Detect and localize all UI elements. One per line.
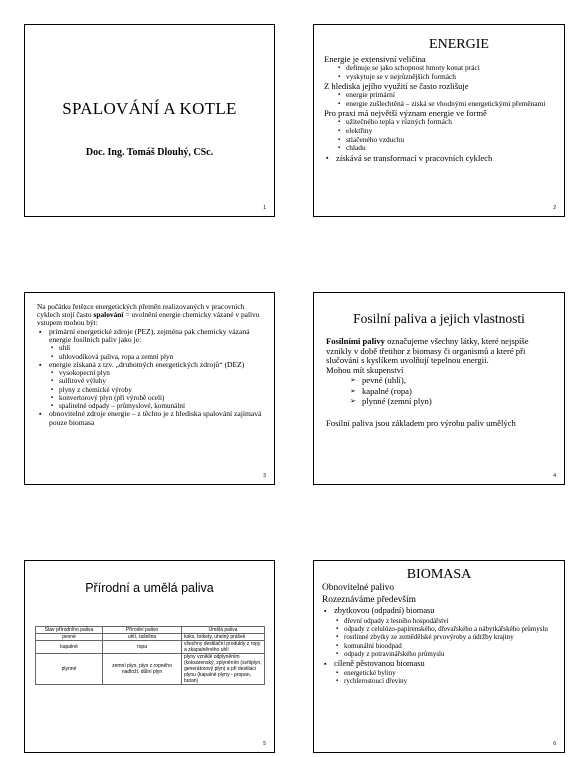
list-item: ▪ definuje se jako schopnost hmoty konat práci — [324, 64, 564, 73]
table-header-cell: Přírodní palivo — [103, 627, 182, 634]
table-cell: uhlí, rašelina — [103, 634, 182, 641]
list-item: ▪ cíleně pěstovanou biomasu — [322, 659, 564, 670]
page-number: 6 — [553, 741, 556, 747]
table-cell: všechny destilační produkty z ropy a zkapalněného uhlí — [182, 641, 265, 654]
slide-6-title: BIOMASA — [406, 567, 472, 582]
page-number: 3 — [263, 473, 266, 479]
list-item: ▪ primární energetické zdroje (PEZ), zejména pak chemicky vázaná energie fosilních paliv jako je: — [37, 328, 264, 345]
table-row — [36, 641, 265, 654]
list-item: ▪ zbytkovou (odpadní) biomasu — [322, 606, 564, 617]
table-header-cell: Umělá paliva — [182, 627, 265, 634]
list-item: ▪ získává se transformací v pracovních cyklech — [324, 153, 564, 163]
table-header-row — [36, 627, 265, 634]
slide-3-intro — [37, 303, 262, 328]
state-item: ➢ kapalné (ropa) — [326, 386, 552, 396]
slide-2 — [313, 24, 565, 217]
page-number: 1 — [263, 205, 266, 211]
slide-3 — [24, 292, 275, 485]
list-item: Obnovitelné palivo — [322, 583, 395, 593]
list-item: ▪ rostlinné zbytky ze zemědělské prvovýroby a údržby krajiny — [322, 633, 564, 641]
table-header-cell: Stav přírodního paliva — [36, 627, 103, 634]
slide-4-title: Fosilní paliva a jejich vlastnosti — [353, 311, 525, 326]
table-cell: plyny vzniklé odplyněním (koksárenský, zplyněním (svítiplyn, generátorový plyn) a při destilaci plynu (kapalné plyny - propan, butan) — [182, 654, 265, 685]
list-item: ▪ uhlovodíková paliva, ropa a zemní plyn — [37, 353, 264, 361]
slide-2-title: ENERGIE — [429, 37, 489, 52]
table-cell: kapalné — [36, 641, 103, 654]
list-item: ▪ energie primární — [324, 91, 564, 100]
state-item: ➢ plynné (zemní plyn) — [326, 396, 552, 406]
fuel-table — [35, 626, 265, 685]
list-item: ▪ komunální bioodpad — [322, 642, 564, 650]
list-item: ▪ plyny z chemické výroby — [37, 386, 264, 394]
list-item: Energie je extensivní veličina — [324, 54, 426, 64]
list-item: ▪ vysokopecní plyn — [37, 369, 264, 377]
slide-1-author: Doc. Ing. Tomáš Dlouhý, CSc. — [85, 147, 214, 158]
state-item: ➢ pevné (uhlí), — [326, 375, 552, 385]
list-item: Rozeznáváme především — [322, 594, 416, 605]
list-item: ▪ energetické byliny — [322, 669, 564, 677]
p1-text: označujeme všechny látky, které nejspíše vznikly v době třetihor z biomasy či organismů a které při slučování s kyslíkem uvolňují tepelnou energii. — [326, 336, 529, 366]
table-row — [36, 634, 265, 641]
table-cell: koks, brikety, uhelný prášek — [182, 634, 265, 641]
list-item: ▪ spalitelné odpady – průmyslové, komunální — [37, 402, 264, 410]
table-cell: ropa — [103, 641, 182, 654]
paragraph-1 — [326, 337, 552, 366]
intro-text-end: = uvolnění energie chemicky vázané v palivu — [123, 310, 260, 320]
intro-bold: spalování — [93, 310, 124, 320]
table-row — [36, 654, 265, 685]
page-number: 2 — [553, 205, 556, 211]
page-number: 4 — [553, 473, 556, 479]
slide-1 — [24, 24, 275, 217]
paragraph-3: Fosilní paliva jsou základem pro výrobu paliv umělých — [326, 417, 516, 428]
list-item: Z hlediska jejího využití se často rozlišuje — [324, 81, 469, 92]
list-item: ▪ odpady z celulózo-papírenského, dřevařského a nábytkářského průmyslu — [322, 625, 564, 633]
paragraph-2: Mohou mít skupenství — [326, 364, 404, 375]
list-item: ▪ elektřiny — [324, 127, 564, 136]
table-cell: pevné — [36, 634, 103, 641]
slide-2-list — [324, 54, 564, 163]
list-item: ▪ vyskytuje se v nejrůznějších formách — [324, 73, 564, 82]
slide-5-title: Přírodní a umělá paliva — [85, 581, 214, 595]
list-item: ▪ chladu — [324, 144, 564, 153]
list-item: ▪ uhlí — [37, 344, 264, 352]
list-item: ▪ odpady z potravinářského průmyslu — [322, 650, 564, 658]
list-item: ▪ energie získaná z tzv. „druhotných energetických zdrojů“ (DEZ) — [37, 361, 264, 369]
intro-line-2: vstupem mohou být: — [37, 318, 98, 328]
list-item: ▪ dřevní odpady z lesního hospodářství — [322, 617, 564, 625]
page-number: 5 — [263, 741, 266, 747]
list-item: ▪ energie zušlechtěná – získá se vhodnými energetickými přeměnami — [324, 100, 564, 109]
slide-6 — [313, 560, 565, 753]
slide-4 — [313, 292, 565, 485]
slide-1-title: SPALOVÁNÍ A KOTLE — [62, 99, 237, 118]
slide-3-list — [37, 328, 264, 427]
table-cell: plynné — [36, 654, 103, 685]
slide-5 — [24, 560, 275, 753]
list-item: ▪ obnovitelné zdroje energie – z těchto je z hlediska spalování zajímavá pouze biomasa — [37, 410, 264, 427]
intro-text: Na počátku řetězce energetických přeměn realizovaných v pracovních cyklech stojí často — [37, 302, 245, 320]
list-item: ▪ rychlerostoucí dřeviny — [322, 677, 564, 685]
table-cell: zemní plyn, plyn z ropného nadloží, důlní plyn — [103, 654, 182, 685]
list-item: ▪ stlačeného vzduchu — [324, 136, 564, 145]
slide-6-list — [322, 583, 564, 686]
list-item: ▪ konvertorový plyn (při výrobě oceli) — [37, 394, 264, 402]
list-item: ▪ sulfitové výluhy — [37, 377, 264, 385]
slide-4-body — [326, 337, 552, 428]
p1-bold: Fosilními palivy — [326, 336, 385, 346]
list-item: ▪ užitečného tepla v různých formách — [324, 118, 564, 127]
list-item: Pro praxi má největší význam energie ve formě — [324, 108, 487, 119]
